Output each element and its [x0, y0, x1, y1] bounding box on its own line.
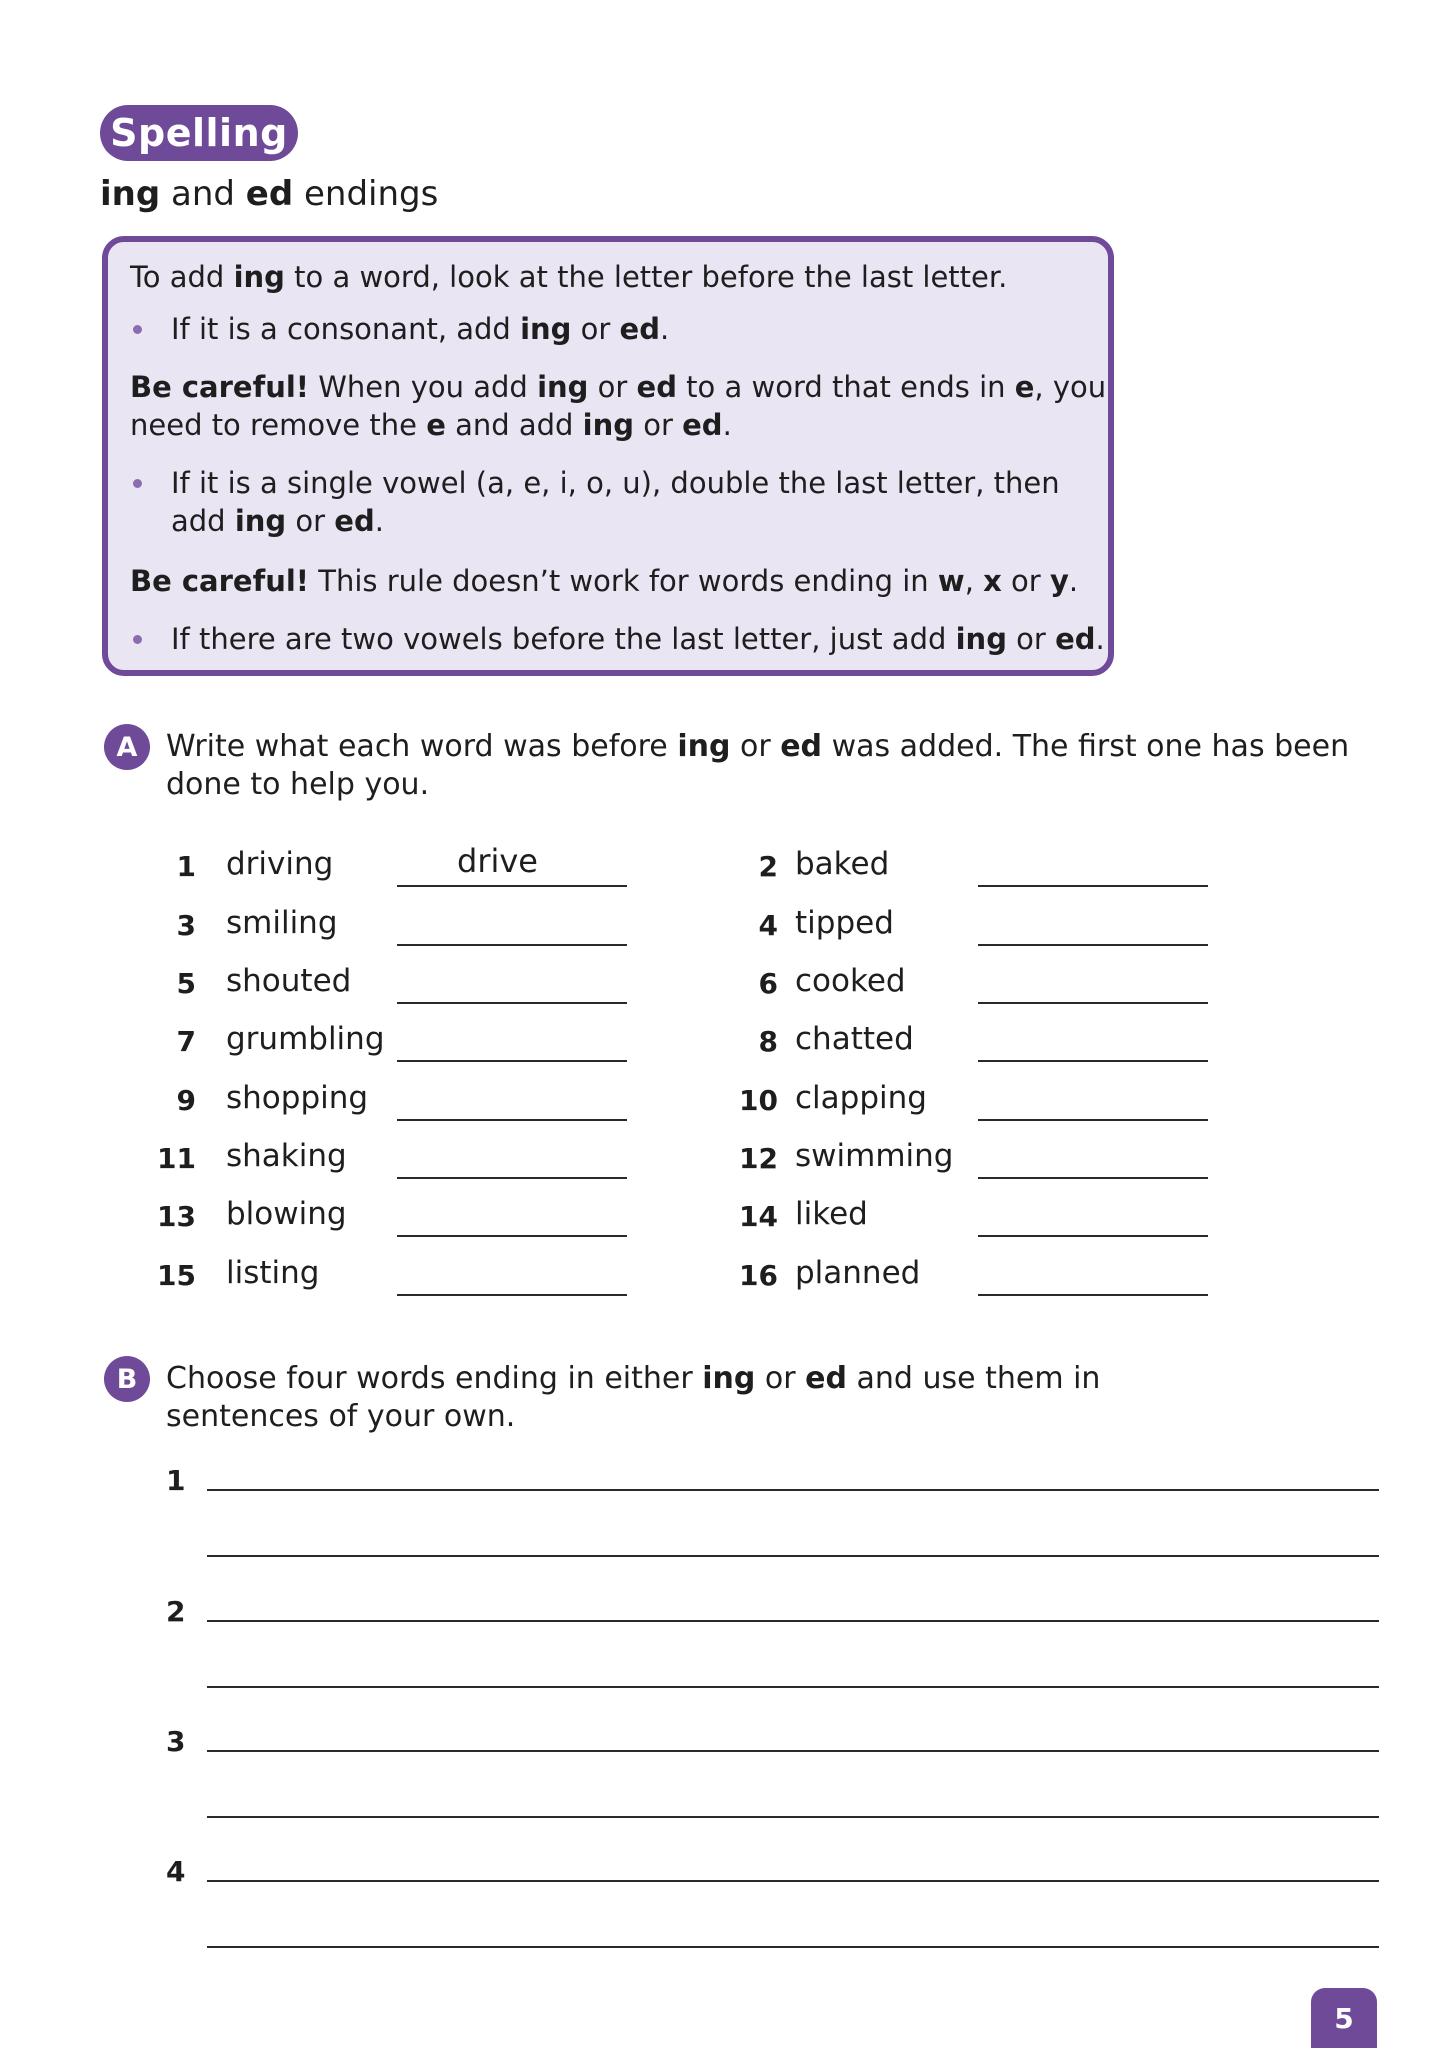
answer-text: drive — [457, 842, 538, 880]
exercise-b-instruction-line1: Choose four words ending in either ing or ed and use them in — [166, 1361, 1101, 1396]
exercise-a-instruction-line2: done to help you. — [166, 767, 430, 802]
writing-line[interactable] — [207, 1686, 1379, 1688]
answer-line[interactable] — [397, 1060, 627, 1062]
item-word: swimming — [795, 1138, 954, 1174]
answer-line[interactable] — [978, 944, 1208, 946]
answer-line[interactable] — [397, 1177, 627, 1179]
writing-line[interactable] — [207, 1620, 1379, 1622]
rule-careful-e-line1: Be careful! When you add ing or ed to a word that ends in e, you — [130, 370, 1107, 404]
item-number: 13 — [157, 1200, 196, 1233]
item-number: 6 — [758, 967, 778, 1000]
rule-intro: To add ing to a word, look at the letter before the last letter. — [130, 260, 1008, 294]
rule-bullet-consonant: If it is a consonant, add ing or ed. — [171, 312, 670, 346]
item-number: 9 — [176, 1084, 196, 1117]
rule-bullet-vowel-line2: add ing or ed. — [171, 504, 384, 538]
writing-line[interactable] — [207, 1816, 1379, 1818]
exercise-b-badge: B — [104, 1356, 150, 1402]
answer-line[interactable] — [397, 1119, 627, 1121]
exercise-b-instruction-line2: sentences of your own. — [166, 1399, 516, 1434]
writing-line[interactable] — [207, 1555, 1379, 1557]
item-word: shouted — [226, 963, 352, 999]
subtitle-ed: ed — [245, 174, 294, 214]
rule-careful-wxy: Be careful! This rule doesn’t work for words ending in w, x or y. — [130, 564, 1079, 598]
sentence-number: 1 — [166, 1464, 186, 1497]
item-number: 8 — [758, 1025, 778, 1058]
item-word: clapping — [795, 1080, 927, 1116]
answer-line[interactable] — [978, 1002, 1208, 1004]
item-number: 12 — [739, 1142, 778, 1175]
rule-bullet-two-vowels: If there are two vowels before the last letter, just add ing or ed. — [171, 622, 1105, 656]
exercise-a-badge: A — [104, 724, 150, 770]
answer-line[interactable] — [978, 1060, 1208, 1062]
answer-line[interactable] — [397, 944, 627, 946]
bullet-dot-icon — [133, 635, 142, 644]
rule-bullet-vowel-line1: If it is a single vowel (a, e, i, o, u), double the last letter, then — [171, 466, 1060, 500]
section-title: Spelling — [110, 111, 288, 155]
item-number: 14 — [739, 1200, 778, 1233]
item-number: 3 — [176, 909, 196, 942]
answer-line[interactable] — [978, 1177, 1208, 1179]
writing-line[interactable] — [207, 1489, 1379, 1491]
exercise-a-instruction-line1: Write what each word was before ing or ed was added. The first one has been — [166, 729, 1350, 764]
item-word: listing — [226, 1255, 320, 1291]
answer-line[interactable] — [397, 1294, 627, 1296]
section-title-pill — [100, 105, 298, 161]
answer-line[interactable] — [397, 1235, 627, 1237]
bullet-dot-icon — [133, 479, 142, 488]
answer-line[interactable] — [397, 1002, 627, 1004]
page-number: 5 — [1311, 1988, 1377, 2048]
item-word: shopping — [226, 1080, 369, 1116]
answer-line[interactable] — [978, 1235, 1208, 1237]
sentence-number: 3 — [166, 1725, 186, 1758]
answer-line[interactable] — [978, 885, 1208, 887]
item-word: cooked — [795, 963, 906, 999]
item-word: blowing — [226, 1196, 347, 1232]
subtitle-ing: ing — [100, 174, 161, 214]
writing-line[interactable] — [207, 1946, 1379, 1948]
writing-line[interactable] — [207, 1880, 1379, 1882]
rule-careful-e-line2: need to remove the e and add ing or ed. — [130, 408, 732, 442]
answer-line[interactable] — [397, 885, 627, 887]
item-number: 5 — [176, 967, 196, 1000]
item-word: grumbling — [226, 1021, 385, 1057]
sentence-number: 2 — [166, 1595, 186, 1628]
item-number: 2 — [758, 850, 778, 883]
bullet-dot-icon — [133, 325, 142, 334]
writing-line[interactable] — [207, 1750, 1379, 1752]
item-number: 4 — [758, 909, 778, 942]
answer-line[interactable] — [978, 1119, 1208, 1121]
item-word: liked — [795, 1196, 868, 1232]
item-number: 7 — [176, 1025, 196, 1058]
item-word: smiling — [226, 905, 338, 941]
subtitle-endings: endings — [293, 174, 439, 214]
rules-box — [102, 236, 1114, 676]
item-word: chatted — [795, 1021, 914, 1057]
item-word: driving — [226, 846, 334, 882]
item-number: 15 — [157, 1259, 196, 1292]
item-number: 1 — [176, 850, 196, 883]
item-word: baked — [795, 846, 890, 882]
item-word: tipped — [795, 905, 894, 941]
item-number: 16 — [739, 1259, 778, 1292]
subtitle-and: and — [160, 174, 246, 214]
answer-line[interactable] — [978, 1294, 1208, 1296]
item-word: shaking — [226, 1138, 347, 1174]
item-number: 11 — [157, 1142, 196, 1175]
item-number: 10 — [739, 1084, 778, 1117]
sentence-number: 4 — [166, 1855, 186, 1888]
item-word: planned — [795, 1255, 921, 1291]
subtitle — [100, 174, 438, 214]
